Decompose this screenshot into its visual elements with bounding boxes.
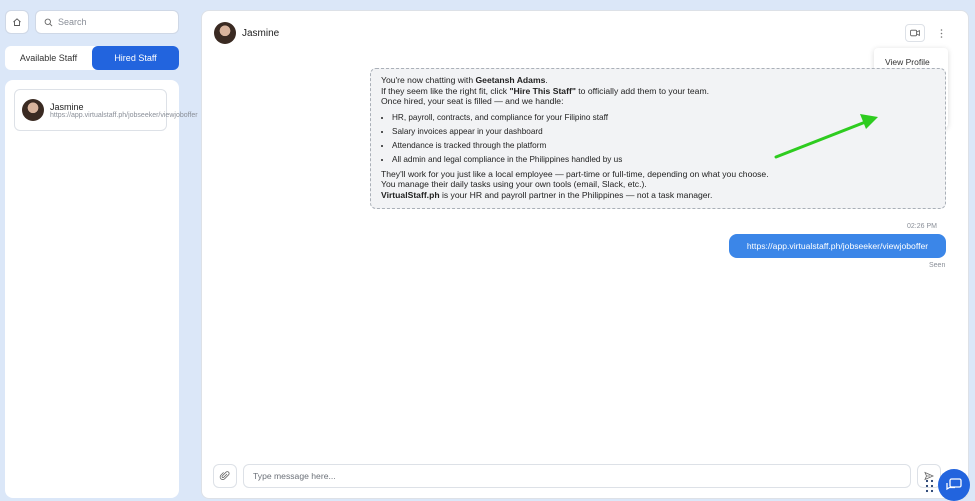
system-line-5: You manage their daily tasks using your own tools (email, Slack, etc.). <box>381 179 647 190</box>
attach-button[interactable] <box>213 464 237 488</box>
search-box[interactable] <box>35 10 179 34</box>
chat-bubbles-icon <box>946 478 962 492</box>
chat-avatar <box>214 22 236 44</box>
search-input[interactable] <box>58 17 168 27</box>
chat-contact-name: Jasmine <box>242 28 280 39</box>
message-input[interactable] <box>243 464 911 488</box>
system-line-1: You're now chatting with Geetansh Adams. <box>381 75 548 85</box>
paperclip-icon <box>220 471 230 481</box>
menu-item-view-profile[interactable]: View Profile <box>885 57 930 67</box>
staff-last-message: https://app.virtualstaff.ph/jobseeker/viewjoboffer <box>50 111 198 119</box>
staff-list <box>5 80 198 498</box>
more-options-button[interactable] <box>934 24 948 42</box>
message-timestamp: 02:26 PM <box>907 223 937 230</box>
avatar <box>22 99 44 121</box>
tab-available-staff[interactable]: Available Staff <box>19 53 78 63</box>
system-bullets <box>381 111 935 167</box>
video-call-button[interactable] <box>905 24 925 42</box>
sidebar <box>0 0 198 501</box>
staff-name: Jasmine <box>50 101 84 112</box>
home-icon <box>12 17 22 27</box>
search-icon <box>44 18 53 27</box>
chat-support-button[interactable] <box>938 469 970 501</box>
home-button[interactable] <box>5 10 29 34</box>
bullet-item: • Attendance is tracked through the platform <box>392 139 935 153</box>
message-bubble[interactable]: https://app.virtualstaff.ph/jobseeker/viewjoboffer <box>729 234 946 258</box>
bullet-item: • All admin and legal compliance in the Philippines handled by us <box>392 153 935 167</box>
video-camera-icon <box>910 29 920 37</box>
system-line-6: VirtualStaff.ph is your HR and payroll partner in the Philippines — not a task manager. <box>381 189 713 200</box>
system-line-2: If they seem like the right fit, click "Hire This Staff" to officially add them to your team. <box>381 85 710 96</box>
system-line-4: They'll work for you just like a local employee — part-time or full-time, depending on what you choose. <box>381 168 769 179</box>
drag-handle-icon[interactable] <box>925 479 935 493</box>
system-message <box>370 68 946 209</box>
bullet-item: • HR, payroll, contracts, and compliance for your Filipino staff <box>392 111 935 125</box>
system-line-3: Once hired, your seat is filled — and we handle: <box>381 96 564 107</box>
staff-card-jasmine[interactable] <box>14 89 198 131</box>
more-vertical-icon <box>940 29 943 38</box>
message-status: Seen <box>929 262 946 269</box>
bullet-item: • Salary invoices appear in your dashboard <box>392 125 935 139</box>
tab-hired-staff[interactable]: Hired Staff <box>92 46 179 70</box>
staff-tabs <box>5 46 179 70</box>
chat-panel <box>201 10 969 499</box>
